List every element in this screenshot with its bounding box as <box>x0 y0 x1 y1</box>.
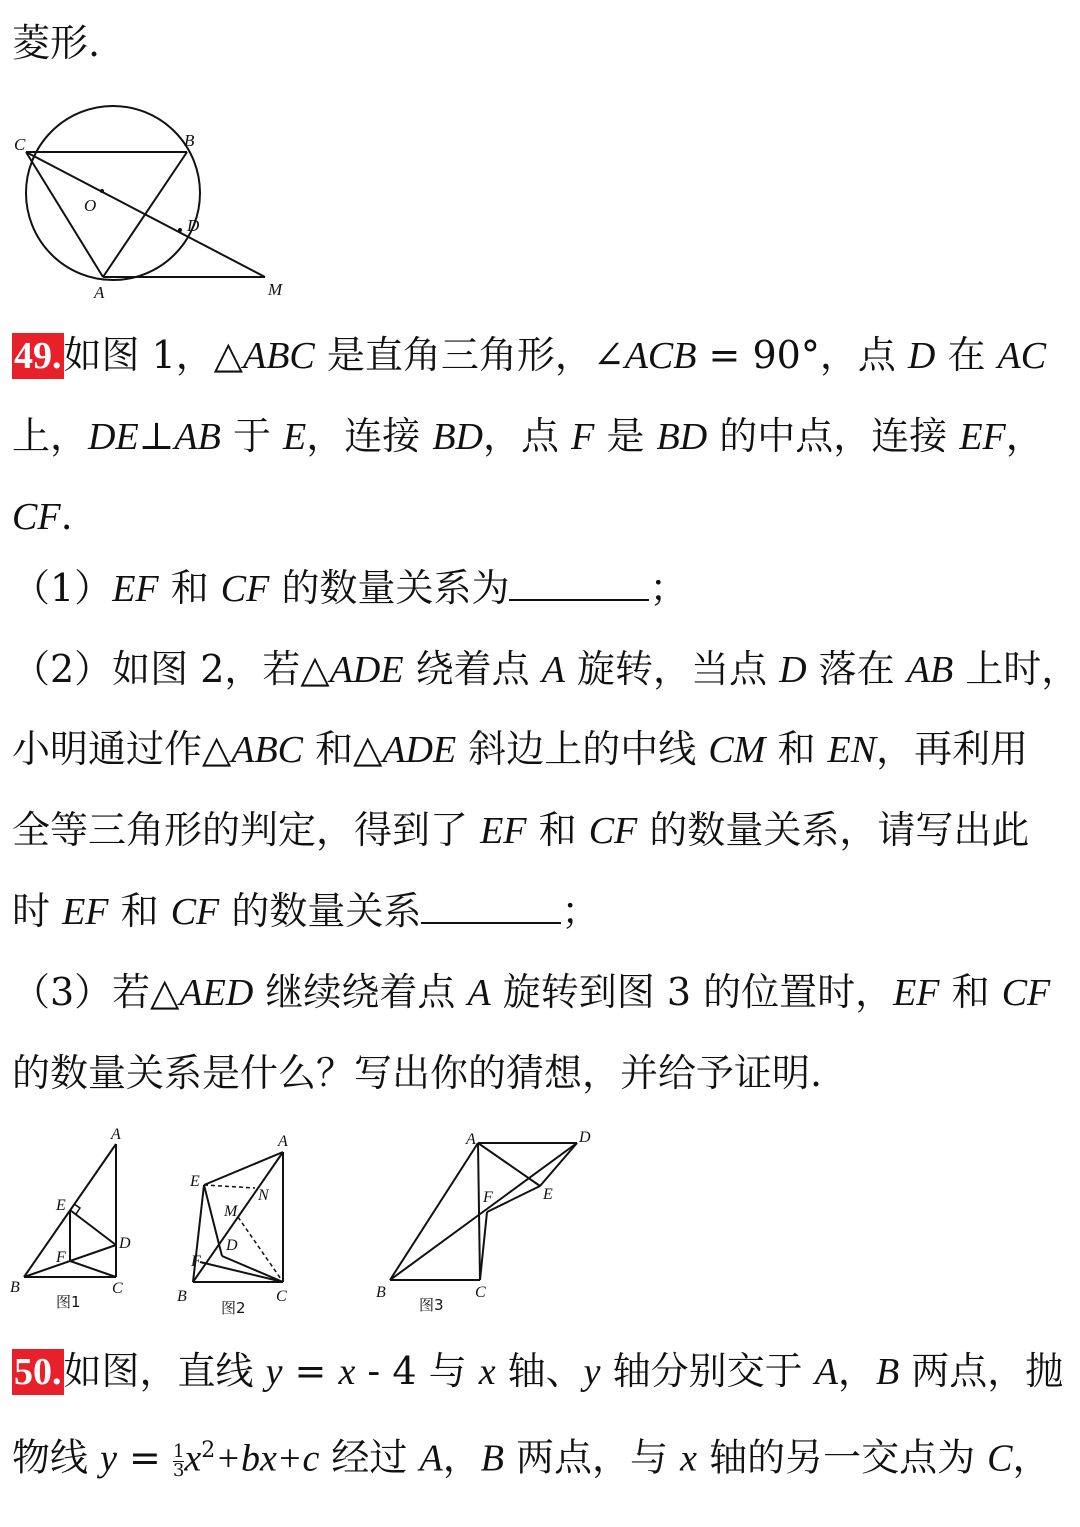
q49-part2-line4: 时 EF 和 CF 的数量关系 ； <box>12 889 600 933</box>
q49-number: 49. <box>14 335 62 377</box>
label-a: A <box>94 283 105 302</box>
fig3-label-e: E <box>543 1186 553 1203</box>
fig3-caption: 图3 <box>419 1296 444 1314</box>
q49-line1: 49.如图 1，△ABC 是直角三角形，∠ACB = 90°，点 D 在 AC <box>14 333 1047 377</box>
fig1-label-d: D <box>119 1235 131 1252</box>
label-b: B <box>184 131 195 150</box>
fig3-label-a: A <box>466 1131 476 1148</box>
fig2-label-b: B <box>177 1288 187 1305</box>
q50-line2: 物线 y = $\frac{1}{3}$ $x^2+bx+c$ 经过 A，B 两点，与 x 轴的另一交点为 C， <box>12 1435 1051 1481</box>
top-fragment: 菱形. <box>12 21 101 65</box>
fig2-label-m: M <box>224 1203 238 1220</box>
fraction-one-third: $\frac{1}{3}$ <box>172 1440 185 1481</box>
answer-blank-1[interactable] <box>509 567 649 601</box>
q49-part2-line3: 全等三角形的判定，得到了 EF 和 CF 的数量关系，请写出此 <box>12 808 1030 852</box>
circle-figure <box>10 100 300 305</box>
center-point <box>100 189 104 193</box>
fig2-label-e: E <box>190 1173 200 1190</box>
label-d: D <box>187 216 200 235</box>
label-c: C <box>14 135 26 154</box>
fig1-label-f: F <box>56 1249 66 1266</box>
fig2-label-f: F <box>191 1253 201 1270</box>
q49-line2: 上，DE⊥AB 于 E，连接 BD，点 F 是 BD 的中点，连接 EF， <box>12 414 1044 458</box>
figure-3 <box>376 1129 591 1314</box>
point-d <box>178 228 182 232</box>
fig3-label-f: F <box>483 1189 493 1206</box>
fig1-label-b: B <box>10 1279 20 1296</box>
fig2-label-n: N <box>258 1187 269 1204</box>
q49-figures <box>0 1120 620 1320</box>
label-m: M <box>268 280 283 299</box>
figure-1 <box>10 1126 131 1311</box>
q49-part2-line1: （2）如图 2，若△ADE 绕着点 A 旋转，当点 D 落在 AB 上时， <box>12 647 1080 691</box>
q49-line3: CF. <box>12 494 73 538</box>
fig3-label-d: D <box>579 1129 591 1146</box>
fig2-label-a: A <box>278 1133 288 1150</box>
label-o: O <box>84 196 97 215</box>
answer-blank-2[interactable] <box>421 890 561 924</box>
fig1-label-e: E <box>56 1197 66 1214</box>
fig1-label-c: C <box>112 1280 123 1297</box>
fig1-caption: 图1 <box>56 1293 81 1311</box>
fig2-label-d: D <box>226 1237 238 1254</box>
segment-cm <box>26 152 265 277</box>
fig2-label-c: C <box>276 1288 287 1305</box>
q49-part1: （1）EF 和 CF 的数量关系为 ； <box>12 566 688 610</box>
fig3-label-b: B <box>376 1284 386 1301</box>
q50-number: 50. <box>14 1351 62 1393</box>
q49-part3-line1: （3）若△AED 继续绕着点 A 旋转到图 3 的位置时，EF 和 CF <box>12 970 1051 1014</box>
q49-part3-line2: 的数量关系是什么？写出你的猜想，并给予证明. <box>12 1051 823 1095</box>
figure-2 <box>177 1133 288 1317</box>
q49-part2-line2: 小明通过作△ABC 和△ADE 斜边上的中线 CM 和 EN，再利用 <box>12 727 1029 771</box>
fig1-label-a: A <box>111 1126 121 1143</box>
q50-line1: 50.如图，直线 y = x - 4 与 x 轴、y 轴分别交于 A，B 两点，抛 <box>14 1349 1064 1393</box>
fig3-label-c: C <box>475 1284 486 1301</box>
fig2-caption: 图2 <box>221 1299 246 1317</box>
